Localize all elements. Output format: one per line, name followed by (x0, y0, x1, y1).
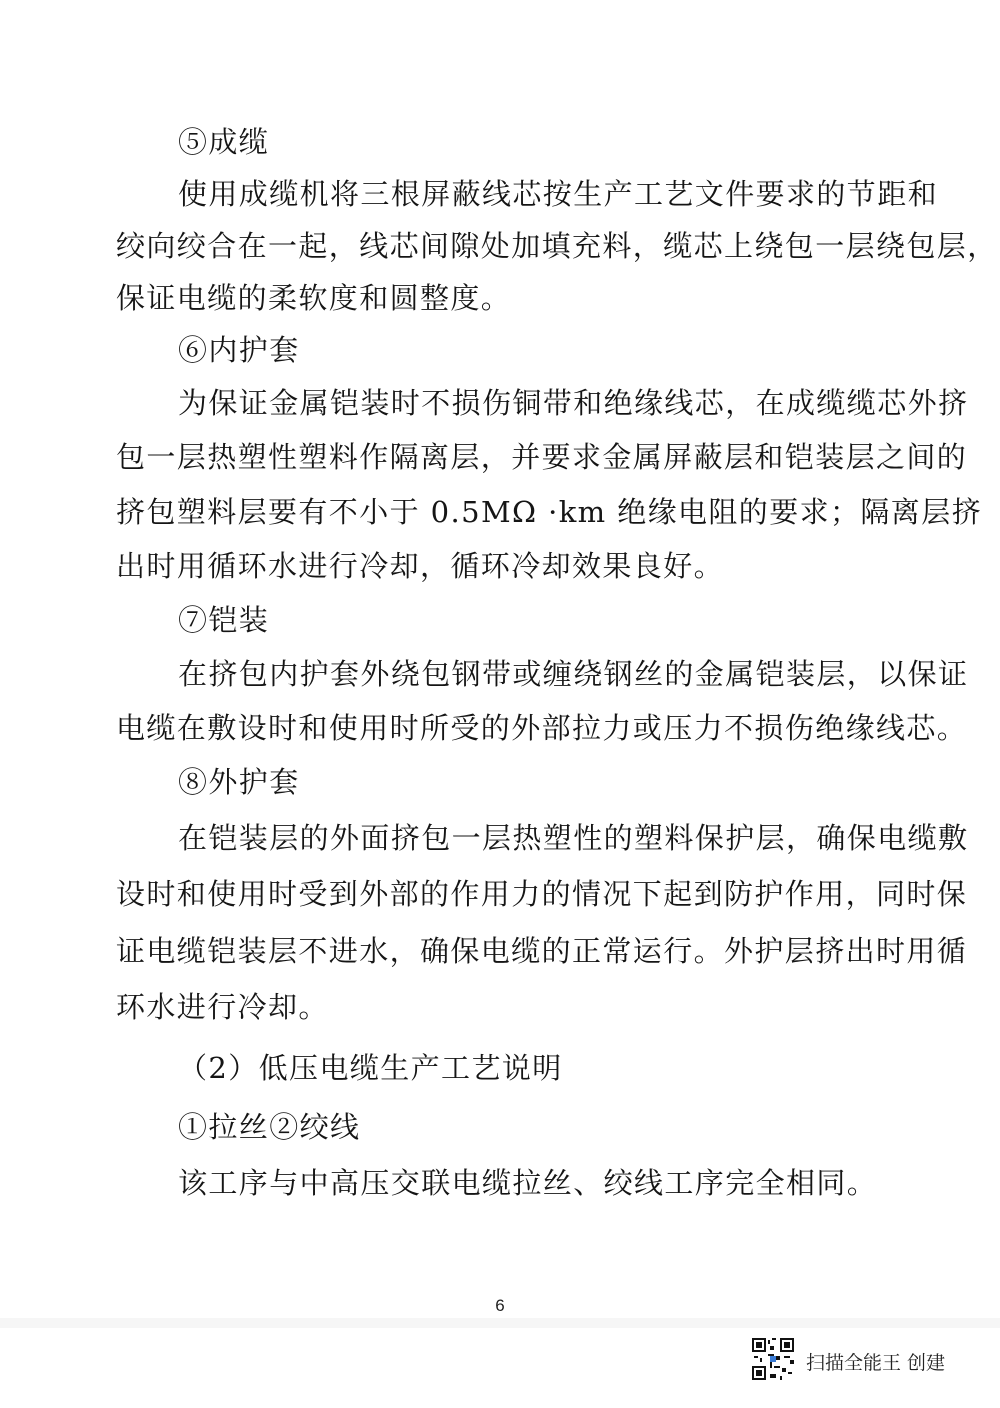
paragraph-line: 在铠装层的外面挤包一层热塑性的塑料保护层，确保电缆敷 (178, 821, 969, 855)
paragraph-line: 挤包塑料层要有不小于 0.5MΩ ·km 绝缘电阻的要求；隔离层挤 (116, 495, 983, 529)
qr-code-icon (752, 1338, 794, 1380)
section-heading-armoring: ⑦铠装 (178, 603, 270, 637)
paragraph-line: 保证电缆的柔软度和圆整度。 (116, 281, 512, 315)
section-heading-drawing-stranding: ①拉丝②绞线 (178, 1110, 361, 1144)
paragraph-line: 为保证金属铠装时不损伤铜带和绝缘线芯，在成缆缆芯外挤 (178, 386, 969, 420)
paragraph-line: 证电缆铠装层不进水，确保电缆的正常运行。外护层挤出时用循 (116, 934, 968, 968)
section-heading-low-voltage: （2）低压电缆生产工艺说明 (178, 1051, 563, 1085)
page-number: 6 (495, 1296, 505, 1315)
watermark-text: 扫描全能王 创建 (806, 1352, 946, 1374)
paragraph-line: 该工序与中高压交联电缆拉丝、绞线工序完全相同。 (178, 1166, 878, 1200)
paragraph-line: 环水进行冷却。 (116, 990, 329, 1024)
section-heading-inner-sheath: ⑥内护套 (178, 333, 300, 367)
paragraph-line: 包一层热塑性塑料作隔离层，并要求金属屏蔽层和铠装层之间的 (116, 440, 968, 474)
scan-footer-band (0, 1318, 1000, 1328)
paragraph-line: 电缆在敷设时和使用时所受的外部拉力或压力不损伤绝缘线芯。 (116, 711, 968, 745)
section-heading-cabling: ⑤成缆 (178, 125, 270, 159)
paragraph-line: 出时用循环水进行冷却，循环冷却效果良好。 (116, 549, 725, 583)
section-heading-outer-sheath: ⑧外护套 (178, 765, 300, 799)
paragraph-line: 设时和使用时受到外部的作用力的情况下起到防护作用，同时保 (116, 877, 968, 911)
paragraph-line: 在挤包内护套外绕包钢带或缠绕钢丝的金属铠装层，以保证 (178, 657, 969, 691)
paragraph-line: 绞向绞合在一起，线芯间隙处加填充料，缆芯上绕包一层绕包层， (116, 229, 998, 263)
scanner-watermark (752, 1338, 972, 1388)
paragraph-line: 使用成缆机将三根屏蔽线芯按生产工艺文件要求的节距和 (178, 177, 939, 211)
